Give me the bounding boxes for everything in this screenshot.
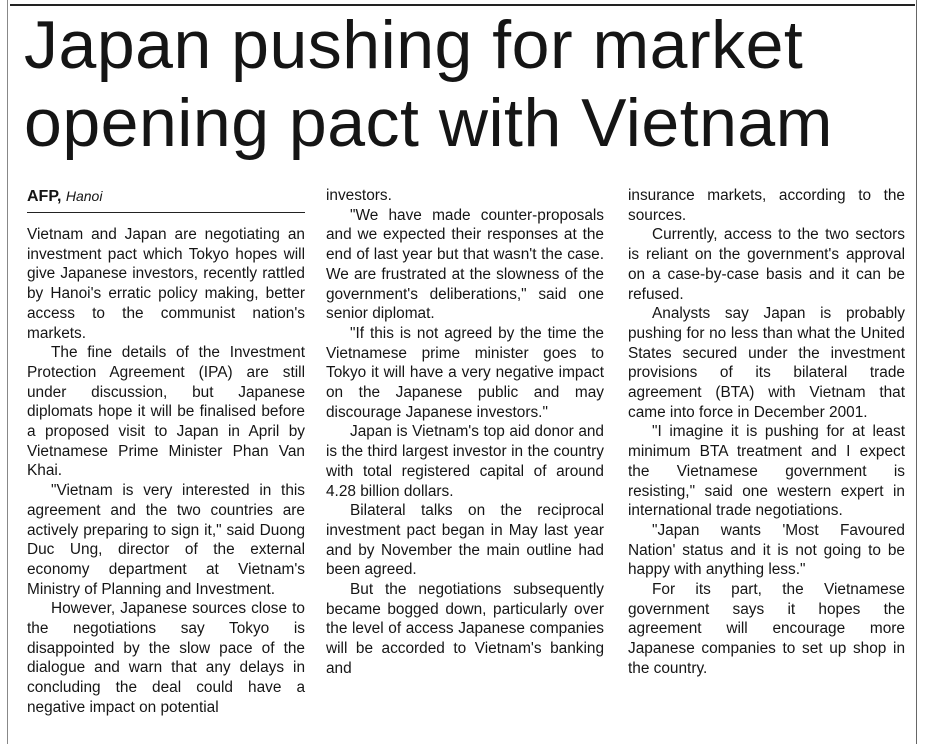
paragraph: "I imagine it is pushing for at least minimum BTA treatment and I expect the Vietnamese government is resisting," said one western expert in international trade negotiations. — [628, 423, 905, 520]
article-column-2 — [326, 186, 604, 679]
paragraph: "If this is not agreed by the time the Vietnamese prime minister goes to Tokyo it will have a very negative impact on the Japanese public and may discourage Japanese investors." — [326, 324, 604, 421]
paragraph: However, Japanese sources close to the negotiations say Tokyo is disappointed by the slow pace of the dialogue and warn that any delays in concluding the deal could have a negative impact on potential — [27, 600, 305, 716]
paragraph: Analysts say Japan is probably pushing for no less than what the United States secured under the investment provisions of its bilateral trade agreement (BTA) with Vietnam that came into force in December 2001. — [628, 305, 905, 421]
byline-city: Hanoi — [65, 188, 103, 204]
paragraph: The fine details of the Investment Protection Agreement (IPA) are still under discussion, but Japanese diplomats hope it will be finalised before a proposed visit to Japan in April by Vietnamese Prime Minister Phan Van Khai. — [27, 344, 305, 480]
paragraph: Vietnam and Japan are negotiating an investment pact which Tokyo hopes will give Japanese investors, recently rattled by Hanoi's erratic policy making, better access to the communist nation's markets. — [27, 226, 305, 342]
right-rule — [916, 0, 917, 744]
left-rule — [7, 0, 8, 744]
byline — [27, 186, 305, 213]
paragraph: But the negotiations subsequently became bogged down, particularly over the level of access Japanese companies will be accorded to Vietnam's banking and — [326, 581, 604, 677]
headline: Japan pushing for market opening pact with Vietnam — [24, 7, 833, 161]
paragraph: Japan is Vietnam's top aid donor and is the third largest investor in the country with total registered capital of around 4.28 billion dollars. — [326, 423, 604, 500]
paragraph: For its part, the Vietnamese government says it hopes the agreement will encourage more Japanese companies to set up shop in the country. — [628, 581, 905, 677]
paragraph: "Vietnam is very interested in this agreement and the two countries are actively preparing to sign it," said Duong Duc Ung, director of the external economy department at Vietnam's Ministry of Planning and Investment. — [27, 482, 305, 598]
paragraph: Currently, access to the two sectors is reliant on the government's approval on a case-by-case basis and it can be refused. — [628, 226, 905, 303]
paragraph: Bilateral talks on the reciprocal investment pact began in May last year and by November the main outline had been agreed. — [326, 502, 604, 579]
article-column-1 — [27, 186, 305, 718]
paragraph: "Japan wants 'Most Favoured Nation' status and it is not going to be happy with anything less." — [628, 521, 905, 579]
article-column-3 — [628, 186, 905, 679]
byline-agency: AFP, — [27, 188, 62, 205]
paragraph: investors. — [326, 187, 392, 204]
paragraph: "We have made counter-proposals and we expected their responses at the end of last year but that wasn't the case. We are frustrated at the slowness of the government's deliberations," said one senior diplomat. — [326, 206, 604, 323]
paragraph: insurance markets, according to the sources. — [628, 187, 905, 224]
